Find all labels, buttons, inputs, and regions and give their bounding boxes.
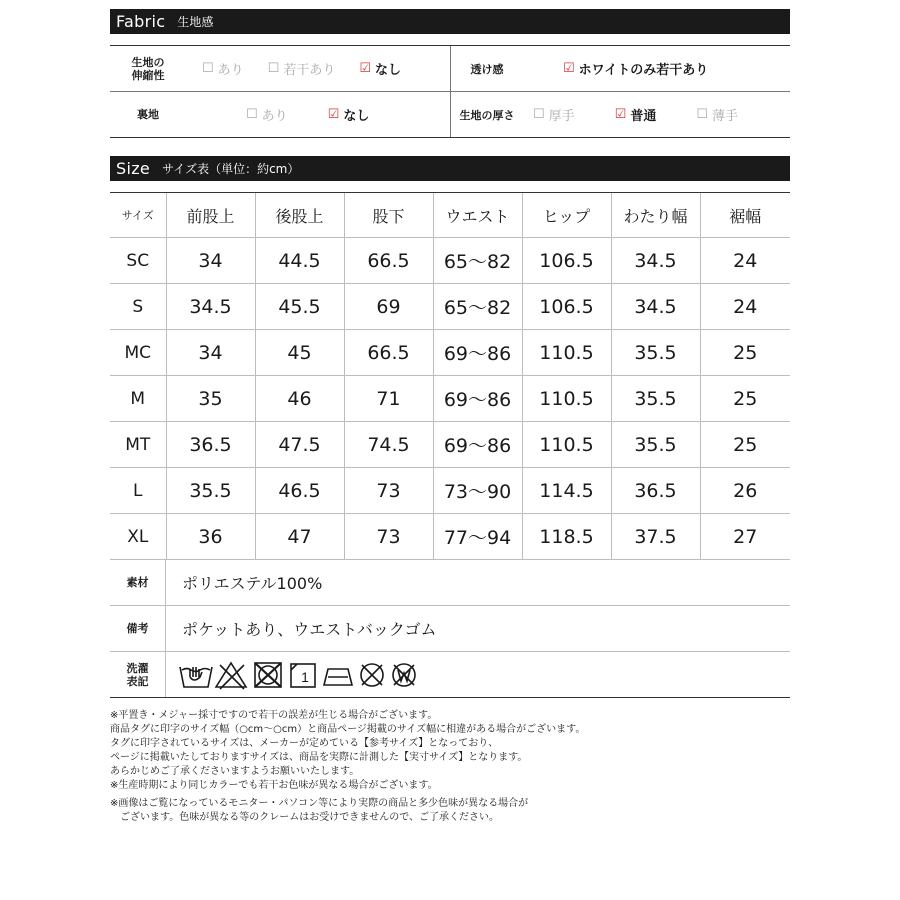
size-label-cell: M xyxy=(110,376,166,422)
table-cell: 110.5 xyxy=(522,376,611,422)
care-row xyxy=(110,652,790,698)
size-label-cell: S xyxy=(110,284,166,330)
table-cell: 66.5 xyxy=(344,238,433,284)
column-header: 前股上 xyxy=(166,193,255,238)
size-title: Size xyxy=(116,159,151,178)
table-cell: 27 xyxy=(700,514,790,560)
iron-level-mark: 1 xyxy=(301,668,309,685)
unchecked-box-icon: ☐ xyxy=(267,61,280,76)
table-cell: 74.5 xyxy=(344,422,433,468)
no-dry-clean-icon xyxy=(361,664,383,686)
fabric-row-2 xyxy=(110,92,790,138)
size-label-cell: SC xyxy=(110,238,166,284)
table-cell: 106.5 xyxy=(522,284,611,330)
table-cell: 66.5 xyxy=(344,330,433,376)
unchecked-box-icon: ☐ xyxy=(202,61,214,76)
remarks-value: ポケットあり、ウエストバックゴム xyxy=(182,620,437,639)
no-wet-clean-icon xyxy=(393,664,415,686)
no-bleach-icon xyxy=(216,663,246,689)
table-cell: 106.5 xyxy=(522,238,611,284)
fabric-row-1 xyxy=(110,46,790,92)
no-tumble-dry-icon xyxy=(255,663,281,687)
table-cell: 35.5 xyxy=(166,468,255,514)
size-subtitle: サイズ表（単位：約cm） xyxy=(162,162,300,176)
thickness-options xyxy=(523,92,790,137)
lining-option-none: ☑ なし xyxy=(327,107,370,124)
notes xyxy=(110,709,790,825)
table-cell: 46 xyxy=(255,376,344,422)
spec-sheet xyxy=(110,9,790,825)
stretch-option-none: ☑ なし xyxy=(359,61,402,78)
table-cell: 110.5 xyxy=(522,330,611,376)
table-cell: 24 xyxy=(700,284,790,330)
table-cell: 45.5 xyxy=(255,284,344,330)
table-cell: 65〜82 xyxy=(433,284,522,330)
sheer-option-white: ☑ ホワイトのみ若干あり xyxy=(563,61,709,78)
table-row xyxy=(110,330,790,376)
table-cell: 65〜82 xyxy=(433,238,522,284)
table-cell: 35 xyxy=(166,376,255,422)
table-row xyxy=(110,376,790,422)
thickness-option-thick: ☐ 厚手 xyxy=(533,107,575,124)
material-value: ポリエステル100% xyxy=(182,574,323,593)
table-cell: 24 xyxy=(700,238,790,284)
column-header: 後股上 xyxy=(255,193,344,238)
fabric-title: Fabric xyxy=(116,12,166,31)
note-line: ページに掲載いたしておりますサイズは、商品を実際に計測した【実寸サイズ】となります。 xyxy=(110,752,528,763)
care-symbols xyxy=(178,659,428,691)
lining-options xyxy=(186,92,450,137)
table-cell: 35.5 xyxy=(611,422,700,468)
table-cell: 46.5 xyxy=(255,468,344,514)
size-label-cell: MC xyxy=(110,330,166,376)
table-cell: 36.5 xyxy=(166,422,255,468)
remarks-row xyxy=(110,606,790,652)
column-header: わたり幅 xyxy=(611,193,700,238)
fabric-table xyxy=(110,45,790,138)
table-cell: 34.5 xyxy=(611,238,700,284)
table-cell: 34 xyxy=(166,238,255,284)
size-table-header xyxy=(110,193,790,238)
table-row xyxy=(110,238,790,284)
table-cell: 77〜94 xyxy=(433,514,522,560)
stretch-option-slight: ☐ 若干あり xyxy=(267,61,336,78)
unchecked-box-icon: ☐ xyxy=(696,107,708,122)
lining-label: 裏地 xyxy=(137,108,159,121)
table-row xyxy=(110,468,790,514)
table-cell: 34.5 xyxy=(611,284,700,330)
note-line: タグに印字されているサイズは、メーカーが定めている【参考サイズ】となっており、 xyxy=(110,738,499,749)
note-line: あらかじめご了承くださいますようお願いいたします。 xyxy=(110,766,360,777)
size-label-cell: MT xyxy=(110,422,166,468)
stretch-options xyxy=(186,46,450,91)
table-row xyxy=(110,514,790,560)
table-cell: 35.5 xyxy=(611,330,700,376)
thickness-label: 生地の厚さ xyxy=(459,108,515,122)
table-cell: 34.5 xyxy=(166,284,255,330)
table-row xyxy=(110,422,790,468)
unchecked-box-icon: ☐ xyxy=(246,107,258,122)
table-cell: 69〜86 xyxy=(433,330,522,376)
checked-box-icon: ☑ xyxy=(359,61,371,76)
table-cell: 73〜90 xyxy=(433,468,522,514)
table-cell: 37.5 xyxy=(611,514,700,560)
material-label: 素材 xyxy=(110,560,166,605)
sheer-options xyxy=(523,46,790,91)
size-label-cell: L xyxy=(110,468,166,514)
table-cell: 114.5 xyxy=(522,468,611,514)
size-section-header xyxy=(110,156,790,181)
lining-option-yes: ☐ あり xyxy=(246,107,288,124)
table-cell: 110.5 xyxy=(522,422,611,468)
stretch-label: 生地の伸縮性 xyxy=(131,55,165,82)
checked-box-icon: ☑ xyxy=(614,107,627,122)
note-line: ※画像はご覧になっているモニター・パソコン等により実際の商品と多少色味が異なる場合が xyxy=(110,798,529,809)
material-row xyxy=(110,560,790,606)
table-cell: 118.5 xyxy=(522,514,611,560)
drip-dry-shade-icon xyxy=(291,664,315,687)
table-cell: 45 xyxy=(255,330,344,376)
table-cell: 34 xyxy=(166,330,255,376)
stretch-option-yes: ☐ あり xyxy=(202,61,244,78)
table-cell: 35.5 xyxy=(611,376,700,422)
table-cell: 36 xyxy=(166,514,255,560)
note-line: ございます。色味が異なる等のクレームはお受けできませんので、ご了承ください。 xyxy=(120,812,499,823)
table-row xyxy=(110,284,790,330)
sheer-label: 透け感 xyxy=(470,62,504,76)
table-cell: 25 xyxy=(700,422,790,468)
column-header: 股下 xyxy=(344,193,433,238)
low-iron-icon xyxy=(324,669,352,685)
fabric-subtitle: 生地感 xyxy=(177,15,214,29)
note-line: ※生産時期により同じカラーでも若干お色味が異なる場合がございます。 xyxy=(110,780,438,791)
table-cell: 69 xyxy=(344,284,433,330)
unchecked-box-icon: ☐ xyxy=(533,107,545,122)
fabric-section-header xyxy=(110,9,790,34)
column-header: 裾幅 xyxy=(700,193,790,238)
remarks-label: 備考 xyxy=(110,606,166,651)
size-table xyxy=(110,192,790,560)
size-label-cell: XL xyxy=(110,514,166,560)
hand-wash-icon xyxy=(180,667,212,687)
care-icons xyxy=(166,652,790,697)
checked-box-icon: ☑ xyxy=(563,61,575,76)
table-cell: 44.5 xyxy=(255,238,344,284)
table-cell: 47 xyxy=(255,514,344,560)
column-header: サイズ xyxy=(110,193,166,238)
table-cell: 69〜86 xyxy=(433,376,522,422)
table-cell: 71 xyxy=(344,376,433,422)
table-cell: 26 xyxy=(700,468,790,514)
note-line: ※平置き・メジャー採寸ですので若干の誤差が生じる場合がございます。 xyxy=(110,710,438,721)
thickness-option-normal: ☑ 普通 xyxy=(614,107,657,124)
table-cell: 25 xyxy=(700,376,790,422)
table-cell: 69〜86 xyxy=(433,422,522,468)
checked-box-icon: ☑ xyxy=(327,107,340,122)
table-cell: 47.5 xyxy=(255,422,344,468)
table-cell: 25 xyxy=(700,330,790,376)
column-header: ヒップ xyxy=(522,193,611,238)
table-cell: 73 xyxy=(344,468,433,514)
thickness-option-thin: ☐ 薄手 xyxy=(696,107,739,124)
table-cell: 36.5 xyxy=(611,468,700,514)
column-header: ウエスト xyxy=(433,193,522,238)
care-label: 洗濯表記 xyxy=(110,652,166,697)
table-cell: 73 xyxy=(344,514,433,560)
note-line: 商品タグに印字のサイズ幅（○cm〜○cm）と商品ページ掲載のサイズ幅に相違がある場合がございます。 xyxy=(110,724,586,735)
